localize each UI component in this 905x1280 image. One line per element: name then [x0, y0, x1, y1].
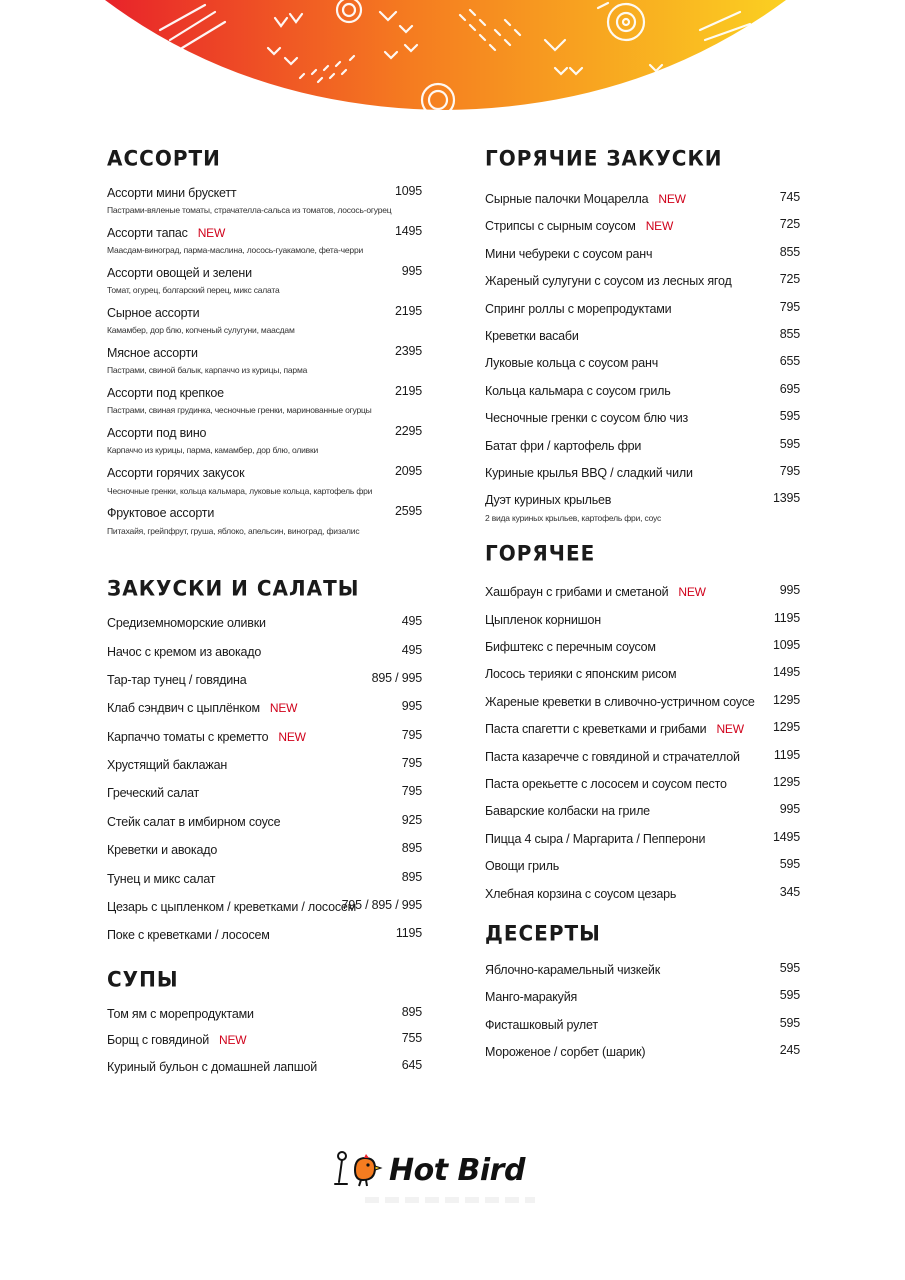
item-name: Дуэт куриных крыльев: [485, 493, 612, 508]
item-price: 2295: [394, 424, 422, 439]
menu-item: [485, 885, 800, 903]
menu-item: [485, 988, 800, 1006]
menu-item: [485, 190, 800, 208]
item-name: Креветки васаби: [485, 328, 579, 343]
menu-list: [107, 614, 422, 945]
menu-item: [107, 264, 422, 296]
item-name: Луковые кольца с соусом ранч: [485, 356, 659, 371]
menu-item: [485, 354, 800, 372]
logo-text: Hot Bird: [389, 1152, 525, 1188]
new-badge: NEW: [278, 729, 306, 744]
item-name: Стейк салат в имбирном соусе: [107, 814, 281, 829]
item-description: Питахайя, грейпфрут, груша, яблоко, апельсин, виноград, физалис: [107, 525, 360, 536]
menu-item: [485, 665, 800, 683]
item-price: 795: [401, 756, 422, 771]
menu-item: [107, 1058, 422, 1076]
new-badge: NEW: [678, 585, 706, 600]
item-name: Лосось терияки с японским рисом: [485, 667, 677, 682]
menu-item: [485, 327, 800, 345]
menu-item: [107, 304, 422, 336]
item-name: Манго-маракуйя: [485, 990, 578, 1005]
menu-item: [107, 464, 422, 496]
item-price: 345: [779, 884, 800, 899]
item-price: 1195: [773, 747, 800, 762]
item-price: 895 / 995: [371, 670, 422, 685]
new-badge: NEW: [658, 192, 686, 206]
new-badge: NEW: [716, 722, 744, 737]
item-price: 595: [779, 436, 800, 451]
item-price: 1495: [772, 665, 800, 680]
item-price: 695: [779, 381, 800, 396]
item-name: Пицца 4 сыра / Маргарита / Пепперони: [485, 831, 706, 846]
menu-item: [107, 344, 422, 376]
item-price: 595: [779, 961, 800, 975]
item-description: Карпаччо из курицы, парма, камамбер, дор блю, оливки: [107, 445, 319, 456]
item-description: Пастрами, свиной балык, карпаччо из курицы, парма: [107, 365, 308, 376]
item-price: 645: [401, 1057, 422, 1072]
item-price: 2195: [394, 304, 422, 319]
menu-item: [107, 643, 422, 661]
item-name: Цыпленок корнишон: [485, 612, 601, 627]
item-price: 895: [401, 1004, 422, 1019]
menu-item: [485, 775, 800, 793]
item-price: 1195: [395, 926, 422, 941]
item-name: Паста спагетти с креветками и грибами: [485, 722, 707, 737]
logo-underline-decoration: [365, 1197, 535, 1203]
item-name: Фруктовое ассорти: [107, 506, 215, 521]
item-name: Фисташковый рулет: [485, 1017, 598, 1032]
item-description: Томат, огурец, болгарский перец, микс салата: [107, 285, 280, 296]
menu-item: [485, 409, 800, 427]
section-assorti: [107, 146, 422, 536]
item-name: Батат фри / картофель фри: [485, 438, 642, 453]
item-price: 725: [779, 217, 800, 232]
item-name: Средиземноморские оливки: [107, 616, 266, 631]
menu-item: [485, 464, 800, 482]
item-name: Чесночные гренки с соусом блю чиз: [485, 411, 689, 426]
item-name: Борщ с говядиной: [107, 1033, 210, 1048]
item-name: Бифштекс с перечным соусом: [485, 640, 656, 655]
section-title: ГОРЯЧЕЕ: [485, 540, 596, 566]
item-description: 2 вида куриных крыльев, картофель фри, соус: [485, 512, 662, 523]
item-price: 1095: [394, 184, 422, 198]
item-price: 655: [779, 354, 800, 369]
section-title: ЗАКУСКИ И САЛАТЫ: [107, 575, 360, 601]
new-badge: NEW: [219, 1033, 247, 1048]
item-name: Куриный бульон с домашней лапшой: [107, 1059, 318, 1074]
menu-item: [107, 870, 422, 888]
item-name: Мороженое / сорбет (шарик): [485, 1045, 646, 1060]
item-price: 795: [779, 299, 800, 314]
item-price: 795: [401, 727, 422, 742]
item-name: Ассорти мини брускетт: [107, 186, 237, 200]
item-name: Стрипсы с сырным соусом: [485, 219, 636, 234]
new-badge: NEW: [197, 226, 226, 241]
item-name: Цезарь с цыпленком / креветками / лососем: [107, 900, 357, 915]
item-name: Жареные креветки в сливочно-устричном соусе: [485, 694, 755, 709]
menu-item: [107, 614, 422, 632]
item-price: 495: [401, 614, 422, 629]
item-description: Пастрами, свиная грудинка, чесночные гренки, маринованные огурцы: [107, 405, 372, 416]
new-badge: NEW: [269, 701, 298, 716]
menu-item: [107, 898, 422, 916]
item-name: Баварские колбаски на гриле: [485, 804, 650, 819]
menu-item: [485, 491, 800, 523]
brand-logo: [333, 1150, 525, 1190]
item-price: 495: [401, 642, 422, 657]
menu-item: [485, 1016, 800, 1034]
item-price: 2395: [394, 344, 422, 359]
item-price: 725: [779, 272, 800, 287]
item-price: 795 / 895 / 995: [341, 898, 422, 913]
item-price: 995: [401, 264, 422, 279]
menu-item: [485, 830, 800, 848]
section-title: ДЕСЕРТЫ: [485, 920, 601, 946]
item-price: 795: [779, 463, 800, 478]
item-name: Тунец и микс салат: [107, 871, 216, 886]
item-name: Овощи гриль: [485, 859, 560, 874]
item-name: Хрустящий баклажан: [107, 758, 228, 773]
item-name: Ассорти овощей и зелени: [107, 266, 252, 281]
item-price: 1495: [394, 224, 422, 239]
item-price: 1495: [772, 829, 800, 844]
menu-item: [107, 756, 422, 774]
item-price: 925: [401, 812, 422, 827]
menu-item: [485, 437, 800, 455]
section-desserts: [485, 921, 800, 1062]
section-title: СУПЫ: [107, 966, 179, 992]
menu-item: [485, 802, 800, 820]
item-price: 595: [779, 988, 800, 1003]
menu-item: [485, 1043, 800, 1061]
menu-item: [107, 813, 422, 831]
menu-item: [107, 926, 422, 944]
item-name: Тар-тар тунец / говядина: [107, 672, 247, 687]
item-price: 895: [401, 841, 422, 856]
item-price: 1295: [772, 692, 800, 707]
item-name: Хлебная корзина с соусом цезарь: [485, 886, 677, 901]
right-column: [485, 146, 800, 1071]
menu-list: [485, 583, 800, 903]
menu-item: [107, 184, 422, 216]
item-description: Чесночные гренки, кольца кальмара, луковые кольца, картофель фри: [107, 485, 373, 496]
menu-item: [485, 245, 800, 263]
item-price: 1395: [772, 491, 800, 506]
menu-list: [107, 1005, 422, 1076]
item-price: 2195: [394, 384, 422, 399]
menu-item: [485, 272, 800, 290]
item-price: 795: [401, 784, 422, 799]
menu-item: [107, 841, 422, 859]
item-price: 1295: [772, 775, 800, 790]
item-name: Куриные крылья BBQ / сладкий чили: [485, 465, 693, 480]
section-hot-snacks: [485, 146, 800, 523]
menu-item: [107, 424, 422, 456]
menu-item: [485, 300, 800, 318]
item-price: 895: [401, 869, 422, 884]
item-price: 245: [779, 1043, 800, 1058]
menu-item: [107, 504, 422, 536]
menu-list: [107, 184, 422, 536]
item-name: Жареный сулугуни с соусом из лесных ягод: [485, 274, 732, 289]
menu-item: [485, 857, 800, 875]
item-price: 995: [401, 699, 422, 714]
item-description: Камамбер, дор блю, копченый сулугуни, маасдам: [107, 325, 295, 336]
left-column: [107, 146, 422, 1084]
item-price: 595: [779, 409, 800, 424]
item-name: Кольца кальмара с соусом гриль: [485, 383, 671, 398]
menu-item: [485, 611, 800, 629]
item-name: Ассорти тапас: [107, 226, 188, 241]
item-price: 1295: [772, 720, 800, 735]
item-name: Ассорти под крепкое: [107, 386, 224, 401]
item-price: 1195: [773, 610, 800, 625]
item-name: Поке с креветками / лососем: [107, 928, 270, 943]
section-zakuski: [107, 576, 422, 945]
bird-microphone-icon: [333, 1150, 383, 1190]
item-name: Ассорти горячих закусок: [107, 466, 245, 481]
item-name: Хашбраун с грибами и сметаной: [485, 585, 669, 600]
item-name: Карпаччо томаты с креметто: [107, 729, 269, 744]
item-price: 755: [401, 1031, 422, 1046]
menu-item: [485, 583, 800, 601]
item-name: Паста казаречче с говядиной и страчателлой: [485, 749, 740, 764]
item-name: Яблочно-карамельный чизкейк: [485, 963, 660, 977]
section-supy: [107, 967, 422, 1076]
menu-item: [485, 720, 800, 738]
menu-item: [107, 728, 422, 746]
menu-item: [485, 638, 800, 656]
item-name: Спринг роллы с морепродуктами: [485, 301, 672, 316]
item-price: 2595: [394, 504, 422, 519]
item-price: 855: [779, 326, 800, 341]
item-name: Паста орекьетте с лососем и соусом песто: [485, 777, 727, 792]
item-name: Мясное ассорти: [107, 346, 198, 361]
item-price: 2095: [394, 464, 422, 479]
item-price: 595: [779, 1015, 800, 1030]
section-hot: [485, 541, 800, 903]
item-price: 1095: [772, 638, 800, 653]
top-gradient-arc: [0, 0, 905, 120]
new-badge: NEW: [645, 219, 674, 234]
item-description: Маасдам-виноград, парма-маслина, лосось-гуакамоле, фета-черри: [107, 245, 364, 256]
menu-item: [485, 217, 800, 235]
item-name: Том ям с морепродуктами: [107, 1006, 254, 1021]
item-price: 995: [779, 802, 800, 817]
item-price: 595: [779, 857, 800, 872]
item-name: Начос с кремом из авокадо: [107, 644, 262, 659]
item-name: Ассорти под вино: [107, 426, 207, 441]
item-name: Греческий салат: [107, 786, 200, 801]
section-title: ГОРЯЧИЕ ЗАКУСКИ: [485, 145, 723, 171]
menu-item: [485, 961, 800, 979]
menu-item: [485, 748, 800, 766]
menu-list: [485, 190, 800, 523]
item-description: Пастрами-вяленые томаты, страчателла-сальса из томатов, лосось-огурец: [107, 205, 392, 216]
item-price: 855: [779, 244, 800, 259]
item-name: Сырное ассорти: [107, 306, 200, 321]
item-name: Мини чебуреки с соусом ранч: [485, 246, 653, 261]
menu-item: [107, 224, 422, 256]
menu-item: [107, 671, 422, 689]
item-price: 995: [779, 583, 800, 598]
item-price: 745: [779, 190, 800, 204]
menu-item: [485, 693, 800, 711]
menu-item: [107, 1031, 422, 1049]
menu-item: [107, 1005, 422, 1023]
item-name: Креветки и авокадо: [107, 843, 218, 858]
item-name: Клаб сэндвич с цыплёнком: [107, 701, 260, 716]
menu-item: [107, 699, 422, 717]
section-title: АССОРТИ: [107, 145, 221, 171]
menu-item: [485, 382, 800, 400]
item-name: Сырные палочки Моцарелла: [485, 192, 649, 206]
menu-list: [485, 961, 800, 1062]
menu-item: [107, 384, 422, 416]
menu-item: [107, 784, 422, 802]
